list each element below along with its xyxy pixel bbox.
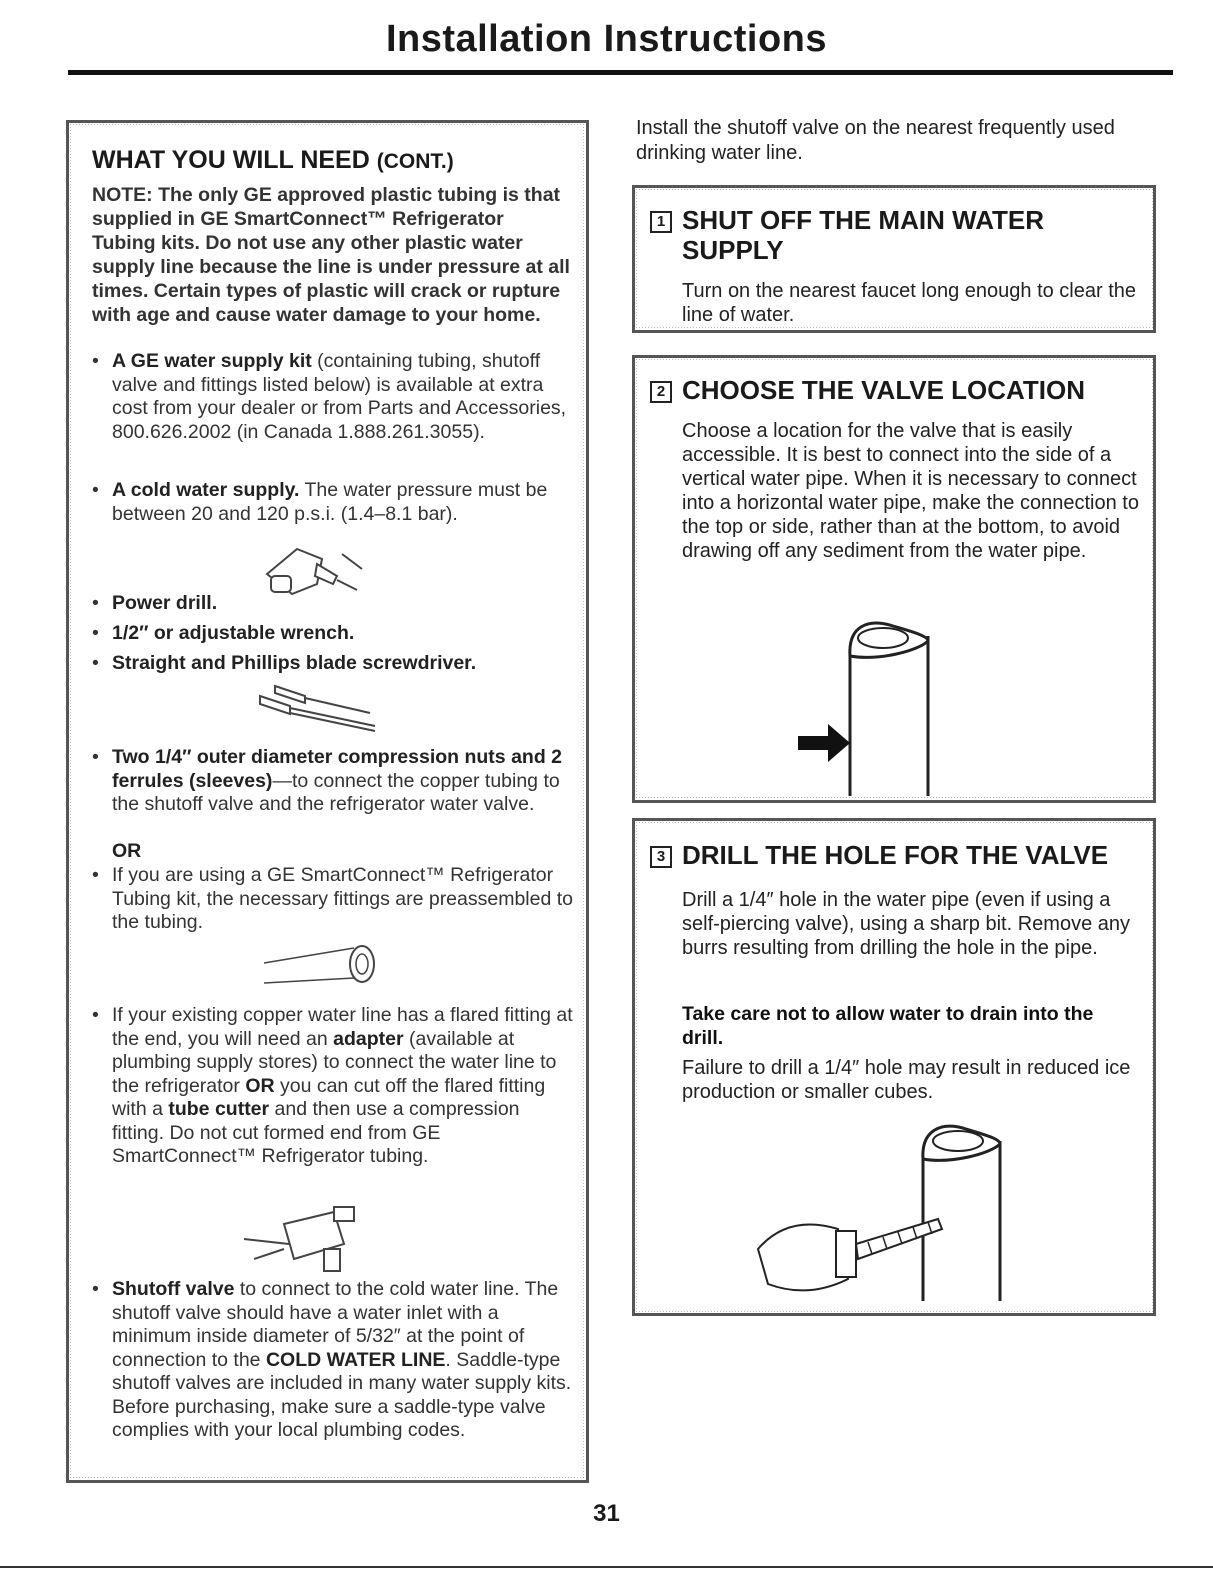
item-text: and then use a compression fitting. Do not cut formed end from GE SmartConnect™ Refrigerator tubing. bbox=[112, 1098, 520, 1167]
bottom-rule bbox=[0, 1566, 1213, 1568]
item-text: . Saddle-type shutoff valves are included in many water supply kits. Before purchasing, make sure a saddle-type valve complies with your local plumbing codes. bbox=[112, 1348, 572, 1441]
item-text: The water pressure must be between 20 and 120 p.s.i. (1.4–8.1 bar). bbox=[112, 479, 548, 525]
item-bold: COLD WATER LINE bbox=[265, 1348, 446, 1371]
step-body: Drill a 1/4″ hole in the water pipe (even if using a self-piercing valve), using a sharp bit. Remove any burrs resulting from drilling the hole in the pipe. bbox=[682, 889, 1130, 959]
list-item-compression-nuts: • Two 1/4″ outer diameter compression nuts and 2 ferrules (sleeves)—to connect the copper tubing to the shutoff valve and the refrigerator water valve. bbox=[92, 746, 562, 815]
step-warning: Take care not to allow water to drain into the drill. bbox=[682, 1003, 1094, 1049]
page-number: 31 bbox=[593, 1500, 620, 1527]
step-title: SHUT OFF THE MAIN WATER SUPPLY bbox=[682, 205, 1045, 265]
item-bold: tube cutter bbox=[168, 1098, 270, 1120]
item-bold: 1/2″ or adjustable wrench. bbox=[112, 622, 355, 644]
step-3-box bbox=[632, 818, 1156, 1316]
or-text: OR bbox=[112, 840, 142, 862]
what-you-will-need-box bbox=[66, 120, 589, 1483]
item-text: —to connect the copper tubing to the shutoff valve and the refrigerator water valve. bbox=[112, 769, 560, 815]
step-1-box bbox=[632, 185, 1156, 333]
item-bold: OR bbox=[245, 1074, 275, 1097]
drill-into-pipe-icon bbox=[738, 1119, 1018, 1309]
item-bold: adapter bbox=[333, 1027, 404, 1050]
item-bold: Straight and Phillips blade screwdriver. bbox=[112, 652, 477, 674]
step-body: Turn on the nearest faucet long enough to clear the line of water. bbox=[682, 280, 1137, 326]
step-number: 1 bbox=[650, 211, 672, 233]
vertical-pipe-icon bbox=[798, 616, 938, 806]
step-number: 2 bbox=[650, 381, 672, 403]
item-text: to connect to the cold water line. The shutoff valve should have a water inlet with a minimum inside diameter of 5/32″ at the point of connection to the bbox=[112, 1278, 559, 1371]
copper-tube-icon bbox=[254, 938, 384, 993]
list-item-shutoff-valve: • Shutoff valve to connect to the cold water line. The shutoff valve should have a water inlet with a minimum inside diameter of 5/32″ at the point of connection to the COLD WATER LINE. Saddle-type shutoff valves are included in many water supply kits. Before purchasing, make sure a saddle-type valve complies with your local plumbing codes. bbox=[92, 1278, 572, 1441]
step-title: DRILL THE HOLE FOR THE VALVE bbox=[682, 840, 1109, 870]
list-item-smartconnect: • If you are using a GE SmartConnect™ Refrigerator Tubing kit, the necessary fittings are preassembled to the tubing. bbox=[92, 864, 574, 933]
item-bold: Two 1/4″ outer diameter compression nuts and 2 ferrules (sleeves) bbox=[112, 746, 562, 792]
list-item-screwdriver: • Straight and Phillips blade screwdriver. bbox=[92, 652, 477, 674]
step-body: Choose a location for the valve that is easily accessible. It is best to connect into the side of a vertical water pipe. When it is necessary to connect into a horizontal water pipe, make the connection to the top or side, rather than at the bottom, to avoid drawing off any sediment from the water pipe. bbox=[682, 420, 1139, 562]
list-item-cold-water: • A cold water supply. The water pressure must be between 20 and 120 p.s.i. (1.4–8.1 bar). bbox=[92, 479, 548, 525]
item-text: If your existing copper water line has a flared fitting at the end, you will need an bbox=[112, 1004, 573, 1050]
page-title: Installation Instructions bbox=[385, 18, 828, 60]
item-text: you can cut off the flared fitting with a bbox=[112, 1074, 546, 1120]
section-heading bbox=[92, 146, 454, 175]
item-bold: Shutoff valve bbox=[112, 1278, 235, 1300]
list-item-power-drill: • Power drill. bbox=[92, 592, 218, 614]
note-text: NOTE: The only GE approved plastic tubing is that supplied in GE SmartConnect™ Refrigerator Tubing kits. Do not use any other plastic water supply line because the line is under pressure at all times. Certain types of plastic will crack or rupture with age and cause water damage to your home. bbox=[92, 184, 570, 326]
item-text: (containing tubing, shutoff valve and fittings listed below) is available at extra cost from your dealer or from Parts and Accessories, 800.626.2002 (in Canada 1.888.261.3055). bbox=[112, 350, 567, 443]
title-rule bbox=[68, 70, 1173, 75]
step-title: CHOOSE THE VALVE LOCATION bbox=[682, 375, 1086, 405]
item-bold: Power drill. bbox=[112, 592, 218, 614]
item-bold: A cold water supply. bbox=[112, 479, 300, 501]
compression-nuts-icon bbox=[250, 681, 390, 736]
list-item-adapter: • If your existing copper water line has a flared fitting at the end, you will need an adapter (available at plumbing supply stores) to connect the water line to the refrigerator OR you can cut off the flared fitting with a tube cutter and then use a compression fitting. Do not cut formed end from GE SmartConnect™ Refrigerator tubing. bbox=[92, 1004, 573, 1167]
item-text: (available at plumbing supply stores) to connect the water line to the refrigerator bbox=[112, 1027, 557, 1097]
step-number: 3 bbox=[650, 846, 672, 868]
arrow-shaft bbox=[798, 736, 830, 750]
list-item-wrench: • 1/2″ or adjustable wrench. bbox=[92, 622, 355, 644]
step-body: Failure to drill a 1/4″ hole may result in reduced ice production or smaller cubes. bbox=[682, 1057, 1131, 1103]
intro-text: Install the shutoff valve on the nearest frequently used drinking water line. bbox=[636, 117, 1115, 164]
heading-suffix: (CONT.) bbox=[376, 150, 454, 173]
step-2-box bbox=[632, 355, 1156, 803]
or-label bbox=[92, 840, 574, 864]
shutoff-valve-icon bbox=[234, 1204, 374, 1279]
item-text: If you are using a GE SmartConnect™ Refrigerator Tubing kit, the necessary fittings are preassembled to the tubing. bbox=[112, 864, 574, 933]
item-bold: A GE water supply kit bbox=[112, 350, 312, 372]
heading-text: WHAT YOU WILL NEED bbox=[92, 146, 370, 174]
list-item-water-kit: • A GE water supply kit (containing tubing, shutoff valve and fittings listed below) is available at extra cost from your dealer or from Parts and Accessories, 800.626.2002 (in Canada 1.888.261.3055). bbox=[92, 350, 567, 443]
